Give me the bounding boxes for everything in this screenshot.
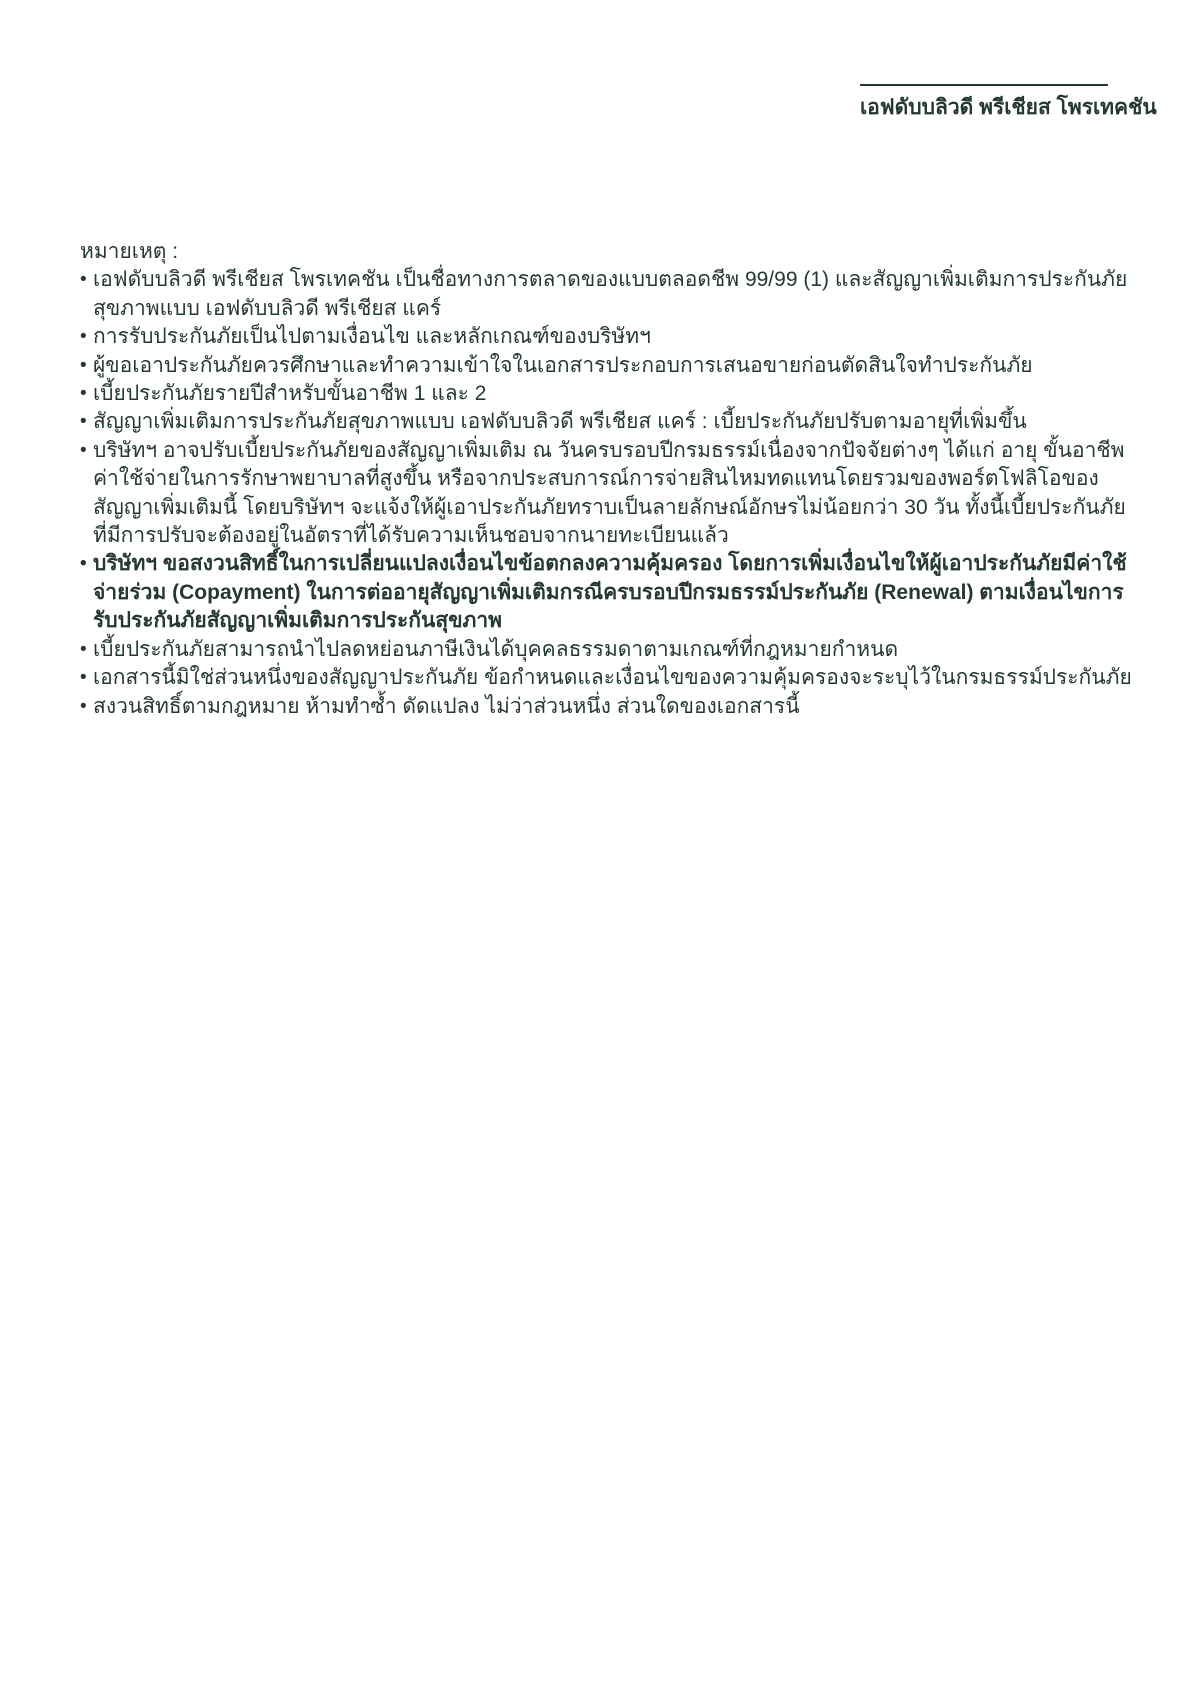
bullet-icon: • — [80, 553, 87, 575]
note-text: สัญญาเพิ่มเติมการประกันภัยสุขภาพแบบ เอฟดับบลิวดี พรีเชียส แคร์ : เบี้ยประกันภัยปรับตามอายุที่เพิ่มขึ้น — [93, 410, 1027, 434]
bullet-icon: • — [80, 326, 87, 348]
note-item — [80, 323, 1132, 351]
note-item — [80, 664, 1132, 692]
note-text: การรับประกันภัยเป็นไปตามเงื่อนไข และหลักเกณฑ์ของบริษัทฯ — [93, 325, 651, 349]
note-text: บริษัทฯ อาจปรับเบี้ยประกันภัยของสัญญาเพิ่มเติม ณ วันครบรอบปีกรมธรรม์เนื่องจากปัจจัยต่างๆ ได้แก่ อายุ ขั้นอาชีพ ค่าใช้จ่ายในการรักษาพยาบาลที่สูงขึ้น หรือจากประสบการณ์การจ่ายสินไหมทดแทนโดยรวมของพอร์ตโฟลิโอของสัญญาเพิ่มเติมนี้ โดยบริษัทฯ จะแจ้งให้ผู้เอาประกันภัยทราบเป็นลายลักษณ์อักษรไม่น้อยกว่า 30 วัน ทั้งนี้เบี้ยประกันภัยที่มีการปรับจะต้องอยู่ในอัตราที่ได้รับความเห็นชอบจากนายทะเบียนแล้ว — [93, 438, 1126, 548]
product-header — [860, 84, 1157, 121]
notes-section — [80, 238, 1132, 721]
notes-list — [80, 266, 1132, 721]
note-item — [80, 636, 1132, 664]
bullet-icon: • — [80, 667, 87, 689]
bullet-icon: • — [80, 411, 87, 433]
note-text: เอฟดับบลิวดี พรีเชียส โพรเทคชัน เป็นชื่อทางการตลาดของแบบตลอดชีพ 99/99 (1) และสัญญาเพิ่มเติมการประกันภัยสุขภาพแบบ เอฟดับบลิวดี พรีเชียส แคร์ — [93, 268, 1128, 320]
note-item — [80, 437, 1132, 551]
note-item — [80, 352, 1132, 380]
notes-heading: หมายเหตุ : — [80, 240, 179, 263]
product-title: เอฟดับบลิวดี พรีเชียส โพรเทคชัน — [860, 96, 1157, 119]
note-text: เอกสารนี้มิใช่ส่วนหนึ่งของสัญญาประกันภัย ข้อกำหนดและเงื่อนไขของความคุ้มครองจะระบุไว้ในกรมธรรม์ประกันภัย — [93, 666, 1132, 690]
bullet-icon: • — [80, 269, 87, 291]
note-text: เบี้ยประกันภัยสามารถนำไปลดหย่อนภาษีเงินได้บุคคลธรรมดาตามเกณฑ์ที่กฎหมายกำหนด — [93, 637, 899, 661]
bullet-icon: • — [80, 354, 87, 376]
bullet-icon: • — [80, 638, 87, 660]
note-item — [80, 693, 1132, 721]
note-item — [80, 380, 1132, 408]
note-item — [80, 408, 1132, 436]
note-item — [80, 266, 1132, 323]
note-text: สงวนสิทธิ์ตามกฎหมาย ห้ามทำซ้ำ ดัดแปลง ไม่ว่าส่วนหนึ่ง ส่วนใดของเอกสารนี้ — [93, 694, 800, 718]
note-text: เบี้ยประกันภัยรายปีสำหรับขั้นอาชีพ 1 และ 2 — [93, 382, 487, 406]
header-rule — [860, 84, 1108, 86]
note-text: บริษัทฯ ขอสงวนสิทธิ์ในการเปลี่ยนแปลงเงื่อนไขข้อตกลงความคุ้มครอง โดยการเพิ่มเงื่อนไขให้ผู้เอาประกันภัยมีค่าใช้จ่ายร่วม (Copayment) ในการต่ออายุสัญญาเพิ่มเติมกรณีครบรอบปีกรมธรรม์ประกันภัย (Renewal) ตามเงื่อนไขการรับประกันภัยสัญญาเพิ่มเติมการประกันสุขภาพ — [93, 552, 1127, 633]
note-item — [80, 550, 1132, 635]
bullet-icon: • — [80, 439, 87, 461]
note-text: ผู้ขอเอาประกันภัยควรศึกษาและทำความเข้าใจในเอกสารประกอบการเสนอขายก่อนตัดสินใจทำประกันภัย — [93, 353, 1033, 377]
bullet-icon: • — [80, 383, 87, 405]
bullet-icon: • — [80, 695, 87, 717]
